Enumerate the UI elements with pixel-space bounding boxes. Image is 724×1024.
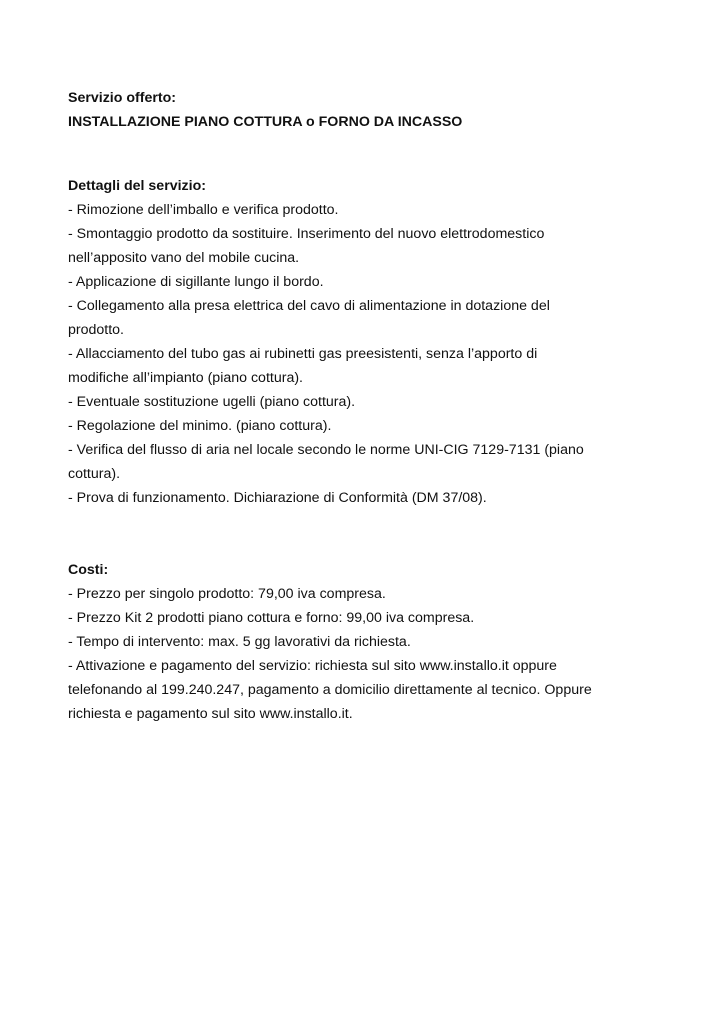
document-body [68,86,668,726]
details-line: - Verifica del flusso di aria nel locale secondo le norme UNI-CIG 7129-7131 (piano [68,442,584,458]
costs-section [68,558,668,726]
service-title: INSTALLAZIONE PIANO COTTURA o FORNO DA INCASSO [68,114,463,130]
costs-line: telefonando al 199.240.247, pagamento a domicilio direttamente al tecnico. Oppure [68,682,592,698]
service-label: Servizio offerto: [68,90,176,106]
details-line: nell’apposito vano del mobile cucina. [68,250,300,266]
costs-line: - Prezzo per singolo prodotto: 79,00 iva compresa. [68,586,386,602]
details-line: - Collegamento alla presa elettrica del cavo di alimentazione in dotazione del [68,298,550,314]
costs-line: - Prezzo Kit 2 prodotti piano cottura e forno: 99,00 iva compresa. [68,610,475,626]
details-line: - Allacciamento del tubo gas ai rubinetti gas preesistenti, senza l’apporto di [68,346,538,362]
details-line: - Smontaggio prodotto da sostituire. Inserimento del nuovo elettrodomestico [68,226,545,242]
costs-line: richiesta e pagamento sul sito www.installo.it. [68,706,353,722]
details-line: prodotto. [68,322,125,338]
costs-line: - Tempo di intervento: max. 5 gg lavorativi da richiesta. [68,634,411,650]
details-line: modifiche all’impianto (piano cottura). [68,370,303,386]
details-line: - Regolazione del minimo. (piano cottura). [68,418,332,434]
costs-line: - Attivazione e pagamento del servizio: richiesta sul sito www.installo.it oppure [68,658,557,674]
details-line: cottura). [68,466,121,482]
details-line: - Prova di funzionamento. Dichiarazione di Conformità (DM 37/08). [68,490,487,506]
service-section [68,86,668,134]
details-section [68,174,668,510]
details-line: - Rimozione dell’imballo e verifica prodotto. [68,202,339,218]
details-line: - Eventuale sostituzione ugelli (piano cottura). [68,394,356,410]
details-label: Dettagli del servizio: [68,178,206,194]
details-line: - Applicazione di sigillante lungo il bordo. [68,274,324,290]
costs-label: Costi: [68,562,109,578]
